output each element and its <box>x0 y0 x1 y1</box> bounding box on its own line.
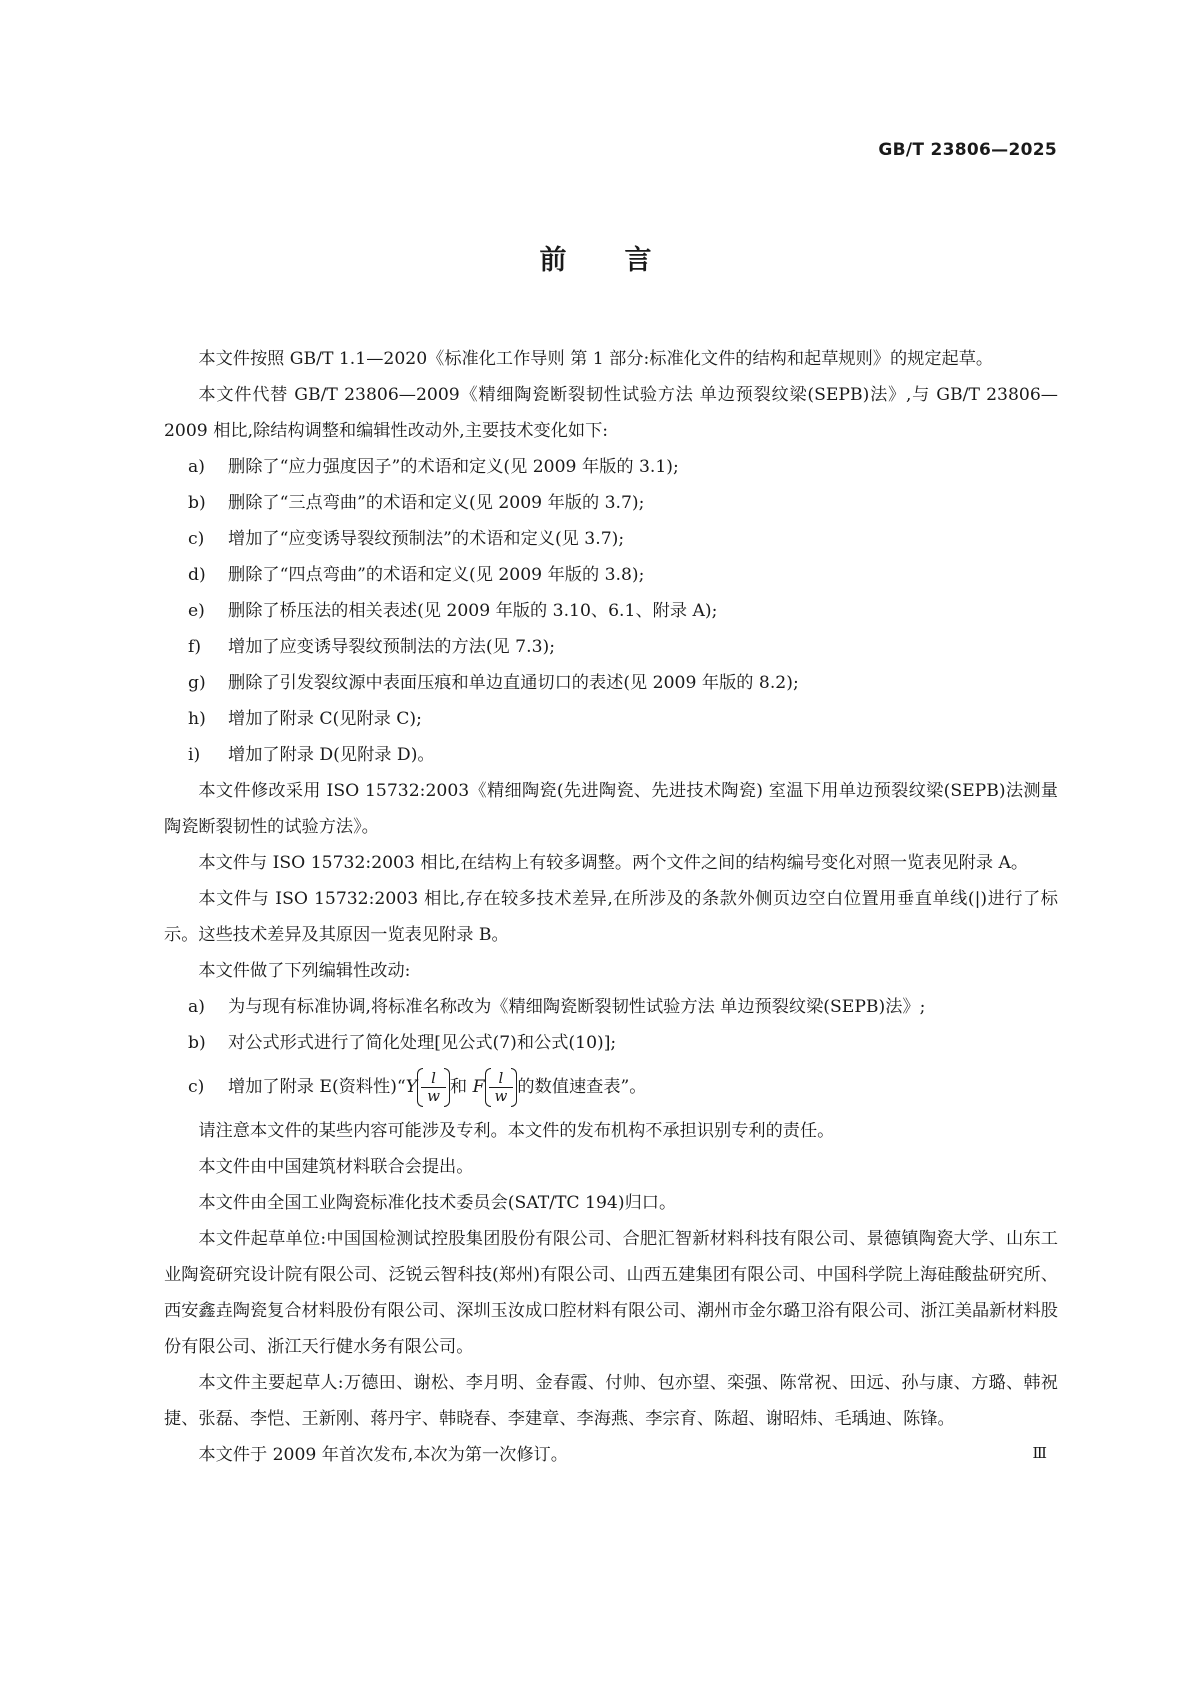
formula-and: 和 <box>449 1077 468 1097</box>
page-number: Ⅲ <box>1032 1444 1047 1462</box>
list-item-label: e) <box>188 601 205 621</box>
formula-suffix: 的数值速查表”。 <box>517 1077 647 1097</box>
list-item <box>164 449 1058 485</box>
list-item-text: 删除了“三点弯曲”的术语和定义(见 2009 年版的 3.7); <box>228 493 645 513</box>
list-item-text: 为与现有标准协调,将标准名称改为《精细陶瓷断裂韧性试验方法 单边预裂纹梁(SEPB)法》; <box>228 997 926 1017</box>
list-item <box>164 593 1058 629</box>
list-item-text: 增加了附录 C(见附录 C); <box>228 709 422 729</box>
list-item <box>164 989 1058 1025</box>
list-item-label: b) <box>188 1033 206 1053</box>
list-item <box>164 629 1058 665</box>
list-item-label: c) <box>188 1077 205 1097</box>
preface-body <box>164 341 1058 1473</box>
symbol-y: Y <box>405 1077 418 1097</box>
paragraph-patent-notice: 请注意本文件的某些内容可能涉及专利。本文件的发布机构不承担识别专利的责任。 <box>198 1121 835 1141</box>
list-item-label: i) <box>188 745 201 765</box>
list-item-label: d) <box>188 565 206 585</box>
list-item-text: 增加了附录 D(见附录 D)。 <box>228 745 435 765</box>
paragraph-history: 本文件于 2009 年首次发布,本次为第一次修订。 <box>198 1445 568 1465</box>
list-item-label: f) <box>188 637 202 657</box>
list-item-text: 增加了“应变诱导裂纹预制法”的术语和定义(见 3.7); <box>228 529 625 549</box>
fraction-denominator: w <box>427 1087 440 1105</box>
fraction-l-over-w <box>417 1070 450 1105</box>
fraction-l-over-w <box>485 1070 518 1105</box>
list-item <box>164 521 1058 557</box>
page-title <box>0 238 1191 277</box>
formula-prefix: 增加了附录 E(资料性)“ <box>228 1077 406 1097</box>
list-item-text: 删除了引发裂纹源中表面压痕和单边直通切口的表述(见 2009 年版的 8.2); <box>228 673 799 693</box>
list-item-formula <box>164 1061 1058 1113</box>
list-item-text: 增加了应变诱导裂纹预制法的方法(见 7.3); <box>228 637 556 657</box>
fraction-numerator: l <box>421 1070 446 1088</box>
list-item-label: c) <box>188 529 205 549</box>
fraction-denominator: w <box>494 1087 508 1105</box>
list-item-text: 删除了桥压法的相关表述(见 2009 年版的 3.10、6.1、附录 A); <box>228 601 718 621</box>
paragraph-iso-adoption: 本文件修改采用 ISO 15732:2003《精细陶瓷(先进陶瓷、先进技术陶瓷) 室温下用单边预裂纹梁(SEPB)法测量陶瓷断裂韧性的试验方法》。 <box>164 781 1058 837</box>
title-char-1: 前 <box>539 245 567 276</box>
paragraph-drafting-rules: 本文件按照 GB/T 1.1—2020《标准化工作导则 第 1 部分:标准化文件的结构和起草规则》的规定起草。 <box>198 349 994 369</box>
technical-changes-list <box>164 449 1058 773</box>
paragraph-editorial-intro: 本文件做了下列编辑性改动: <box>198 961 411 981</box>
paragraph-replaces: 本文件代替 GB/T 23806—2009《精细陶瓷断裂韧性试验方法 单边预裂纹梁(SEPB)法》,与 GB/T 23806—2009 相比,除结构调整和编辑性改动外,主要技术变化如下: <box>164 385 1058 441</box>
list-item-label: a) <box>188 997 205 1017</box>
paragraph-proposer: 本文件由中国建筑材料联合会提出。 <box>198 1157 474 1177</box>
list-item-text: 对公式形式进行了简化处理[见公式(7)和公式(10)]; <box>228 1033 617 1053</box>
list-item-label: b) <box>188 493 206 513</box>
list-item-label: g) <box>188 673 206 693</box>
paragraph-committee: 本文件由全国工业陶瓷标准化技术委员会(SAT/TC 194)归口。 <box>198 1193 677 1213</box>
list-item <box>164 485 1058 521</box>
list-item <box>164 557 1058 593</box>
list-item <box>164 737 1058 773</box>
list-item-text: 删除了“四点弯曲”的术语和定义(见 2009 年版的 3.8); <box>228 565 645 585</box>
list-item <box>164 1025 1058 1061</box>
paragraph-drafting-units: 本文件起草单位:中国国检测试控股集团股份有限公司、合肥汇智新材料科技有限公司、景德镇陶瓷大学、山东工业陶瓷研究设计院有限公司、泛锐云智科技(郑州)有限公司、山西五建集团有限公司、中国科学院上海硅酸盐研究所、西安鑫垚陶瓷复合材料股份有限公司、深圳玉汝成口腔材料有限公司、潮州市金尔璐卫浴有限公司、浙江美晶新材料股份有限公司、浙江天行健水务有限公司。 <box>164 1229 1058 1357</box>
list-item <box>164 701 1058 737</box>
editorial-changes-list <box>164 989 1058 1113</box>
list-item-text: 删除了“应力强度因子”的术语和定义(见 2009 年版的 3.1); <box>228 457 679 477</box>
paragraph-structure-changes: 本文件与 ISO 15732:2003 相比,在结构上有较多调整。两个文件之间的结构编号变化对照一览表见附录 A。 <box>198 853 1029 873</box>
paragraph-technical-deviations: 本文件与 ISO 15732:2003 相比,存在较多技术差异,在所涉及的条款外侧页边空白位置用垂直单线(|)进行了标示。这些技术差异及其原因一览表见附录 B。 <box>164 889 1058 945</box>
standard-code: GB/T 23806—2025 <box>878 140 1057 160</box>
symbol-f: F <box>472 1077 485 1097</box>
list-item-label: a) <box>188 457 205 477</box>
fraction-numerator: l <box>489 1070 514 1088</box>
list-item <box>164 665 1058 701</box>
list-item-label: h) <box>188 709 206 729</box>
title-char-2: 言 <box>624 245 652 276</box>
paragraph-drafters: 本文件主要起草人:万德田、谢松、李月明、金春霞、付帅、包亦望、栾强、陈常祝、田远、孙与康、方璐、韩祝捷、张磊、李恺、王新刚、蒋丹宇、韩晓春、李建章、李海燕、李宗育、陈超、谢昭炜、毛瑀迪、陈锋。 <box>164 1373 1058 1429</box>
